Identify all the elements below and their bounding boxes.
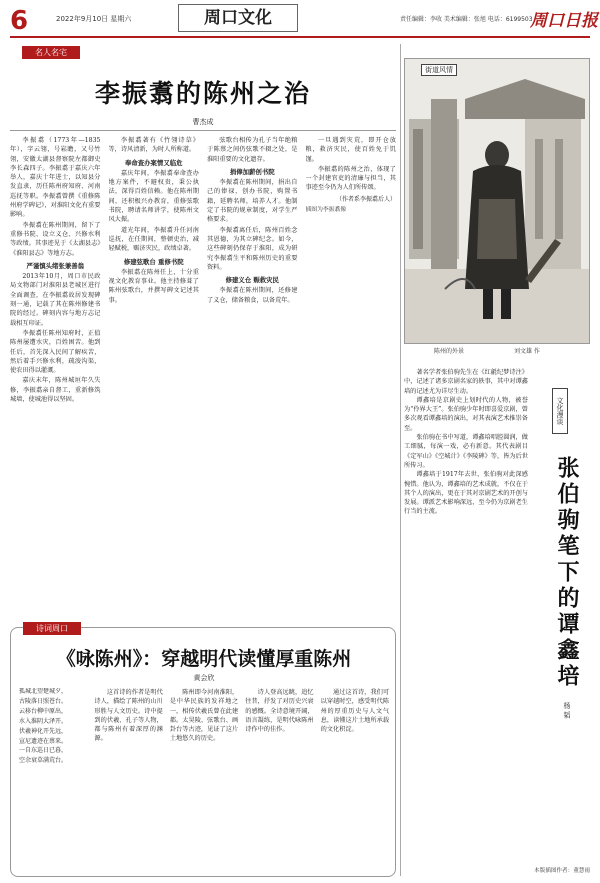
illustration	[404, 58, 590, 344]
column-tag: 诗词周口	[23, 622, 81, 635]
paragraph: 李振翥离任后，陈州百姓念其恩德，为其立碑纪念。如今，这些碑刻仍保存于淮阳，成为研究李振翥生平和陈州历史的重要资料。	[207, 226, 298, 271]
paragraph: 李振翥在陈州任上，十分重视文化教育事业。他主持修葺了陈州弦歌台，并撰写碑文记述其事。	[108, 268, 199, 304]
byline: （作者系李振翥后人）	[335, 195, 396, 203]
feature-article	[404, 368, 590, 868]
article-title[interactable]: 《咏陈州》：穿越明代读懂厚重陈州	[56, 648, 352, 670]
article-body	[10, 136, 396, 616]
paragraph: 通过这首诗，我们可以穿越时空，感受明代陈州的厚重历史与人文气息，读懂这片土地所承载的文化积淀。	[320, 689, 390, 734]
editor-info: 责任编辑：李收 美术编辑：张旭 电话：6199503	[400, 16, 533, 23]
paragraph: 李振翥的陈州之治，体现了一个封建官吏的清廉与担当，其事迹至今仍为人们所传颂。	[305, 165, 396, 192]
article-author: 曹杰成	[192, 118, 214, 126]
section-title: 周口文化	[178, 4, 298, 32]
subheading: 捐俸加薪创书院	[229, 167, 275, 176]
page-number: 6	[10, 6, 29, 36]
article-title[interactable]: 李振翥的陈州之治	[94, 79, 311, 108]
subheading: 严谨慎头绪张兼善翁	[26, 261, 84, 270]
paragraph: 诗人登高远眺，追忆往昔，抒发了对历史兴衰的感慨。全诗意境开阔，语言凝练，是明代咏陈州诗作中的佳作。	[245, 689, 314, 734]
illustration-credit: 本版插图作者：董慧雨	[534, 868, 590, 874]
column-tag: 名人名宅	[22, 46, 80, 59]
paragraph: 陈州即今河南淮阳，是中华民族的发祥地之一，相传伏羲氏曾在此建都。太昊陵、弦歌台、画卦台等古迹，见证了这片土地悠久的历史。	[169, 689, 239, 743]
paragraph: 一旦遇到灾荒，即开仓放粮，救济灾民，使百姓免于饥馑。	[305, 137, 396, 163]
caption-artist: 刘文雄 作	[513, 348, 540, 355]
paragraph: 谭鑫培是京剧史上划时代的人物，被誉为“伶界大王”。张伯驹少年时即喜爱京剧，曾多次观看谭鑫培的演出，对其表演艺术推崇备至。	[404, 396, 528, 432]
text-column	[306, 136, 397, 616]
divider	[10, 130, 396, 131]
feature-body	[404, 368, 528, 866]
text-column	[109, 136, 200, 616]
paragraph: 嘉庆年间，李振翥奉命查办地方案件，不避权贵，秉公执法，深得百姓信赖。他在陈州期间，还积极兴办教育，重修弦歌书院，聘请名师讲学，使陈州文风大振。	[108, 169, 199, 224]
image-note: 插图为李振翥像	[305, 207, 347, 214]
feature-column-tag: 文化漫谈	[552, 388, 568, 434]
text-column	[94, 688, 162, 872]
poem-line: 孤城北望楚城夕，	[19, 688, 68, 695]
poem-line: 一自东巡日已暮，	[19, 747, 68, 755]
feature-title[interactable]: 张伯驹笔下的谭鑫培	[554, 456, 580, 690]
paragraph: 李振翥在陈州期间，捐出自己的俸禄，创办书院，购置书籍，延聘名师，培养人才。他制定了书院的规章制度，对学生严格要求。	[207, 179, 298, 224]
text-column	[245, 688, 313, 872]
poem-line: 古陵落日照苍台。	[19, 697, 68, 705]
poem-line: 伏羲神化开先远，	[19, 727, 68, 735]
subheading: 修建弦歌台 重修书院	[123, 257, 184, 266]
feature-author: 杨 韬	[563, 702, 571, 719]
text-column	[170, 688, 238, 872]
paragraph: 著名学者张伯驹先生在《红毹纪梦诗注》中，记述了诸多京剧名家的轶事，其中对谭鑫培的记述尤为详尽生动。	[404, 369, 528, 395]
paragraph: 2013年10月，周口市民政局文物部门对淮阳县老城区进行全面调查，在李振翥故居发现碑刻一通，记载了其在陈州修建书院的经过。碑刻内容与地方志记载相互印证。	[10, 273, 101, 327]
paragraph: 谭鑫培于1917年去世，张伯驹对此深感惋惜。他认为，谭鑫培的艺术成就，不仅在于其个人的演出，更在于其对京剧艺术的开创与发展。谭派艺术影响深远，至今仍为京剧老生行当的主流。	[404, 471, 528, 516]
poem-column	[19, 688, 87, 872]
paragraph: 这首诗的作者是明代诗人，描绘了陈州的山川形胜与人文历史。诗中提到的伏羲、孔子等人物，都与陈州有着深厚的渊源。	[94, 689, 163, 743]
article-author: 黄会欣	[193, 674, 215, 682]
paragraph: 李振翥在陈州期间，还修建了义仓，储备粮食，以备荒年。	[207, 287, 298, 304]
header-rule	[10, 36, 590, 38]
caption-title: 陈州的外景	[434, 348, 465, 355]
text-column	[321, 688, 389, 872]
article-li-zhenzhu	[10, 44, 396, 619]
paragraph: 李振翥（1773年—1835年），字云翎，号崧瞻，又号竹翎，安徽太湖县督察院左都御史李长森四子。李振翥于嘉庆六年举人，嘉庆十年进士，以知县分发直隶，历任陈州府知府、河南巡抚等职。李振翥曾撰《重修陈州府学碑记》，对淮阳文化有重要影响。	[10, 137, 101, 219]
illustration-tag: 街道风情	[421, 64, 457, 76]
poem-line: 水入淮阴大泽开。	[19, 717, 68, 725]
paragraph: 道光年间，李振翥升任河南巡抚，在任期间，整顿吏治，减轻赋税，赈济灾民，政绩卓著。	[108, 226, 199, 253]
paragraph: 张伯驹在书中写道，谭鑫培唱腔圆润，做工细腻，每演一戏，必有新意。其代表剧目《定军山》《空城计》《李陵碑》等，皆为后世所传习。	[404, 434, 528, 469]
text-column	[10, 136, 101, 616]
article-poem-chenzhou	[10, 624, 396, 877]
paragraph: 李振翥在陈州期间，留下了重修书院、设立义仓、兴修水利等政绩。其事迹见于《太湖县志》《淮阳县志》等地方志。	[10, 221, 101, 257]
paragraph: 李振翥任陈州知府时，正值陈州屡遭水灾，百姓困苦。他到任后，首先深入民间了解疾苦，然后着手兴修水利，疏浚沟渠，使农田得以灌溉。	[10, 329, 101, 375]
paragraph: 嘉庆末年，陈州城垣年久失修，李振翥亲自督工，重新修筑城墙，使城池得以坚固。	[10, 377, 101, 404]
poem-line: 宣尼遗迹在蔡来。	[19, 737, 68, 745]
paragraph: 李振翥著有《竹翎诗草》等，诗风清新，为时人所称道。	[108, 137, 199, 154]
column-divider	[400, 44, 401, 876]
illustration-caption	[404, 346, 590, 355]
text-column	[207, 136, 298, 616]
poem-line: 空余衰草满荒台。	[19, 757, 68, 765]
poem-line: 云移台柳中原出，	[19, 707, 68, 715]
street-scene-illustration	[405, 59, 590, 344]
article-body	[19, 688, 389, 872]
issue-date: 2022年9月10日 星期六	[56, 15, 132, 23]
newspaper-logo: 周口日报	[530, 11, 598, 31]
paragraph: 弦歌台相传为孔子当年绝粮于陈蔡之间仍弦歌不辍之处，是淮阳重要的文化遗存。	[207, 137, 298, 163]
page-header	[0, 0, 600, 40]
subheading: 奉命查办案情又临危	[124, 158, 183, 167]
subheading: 修建义仓 赈救灾民	[225, 276, 279, 285]
